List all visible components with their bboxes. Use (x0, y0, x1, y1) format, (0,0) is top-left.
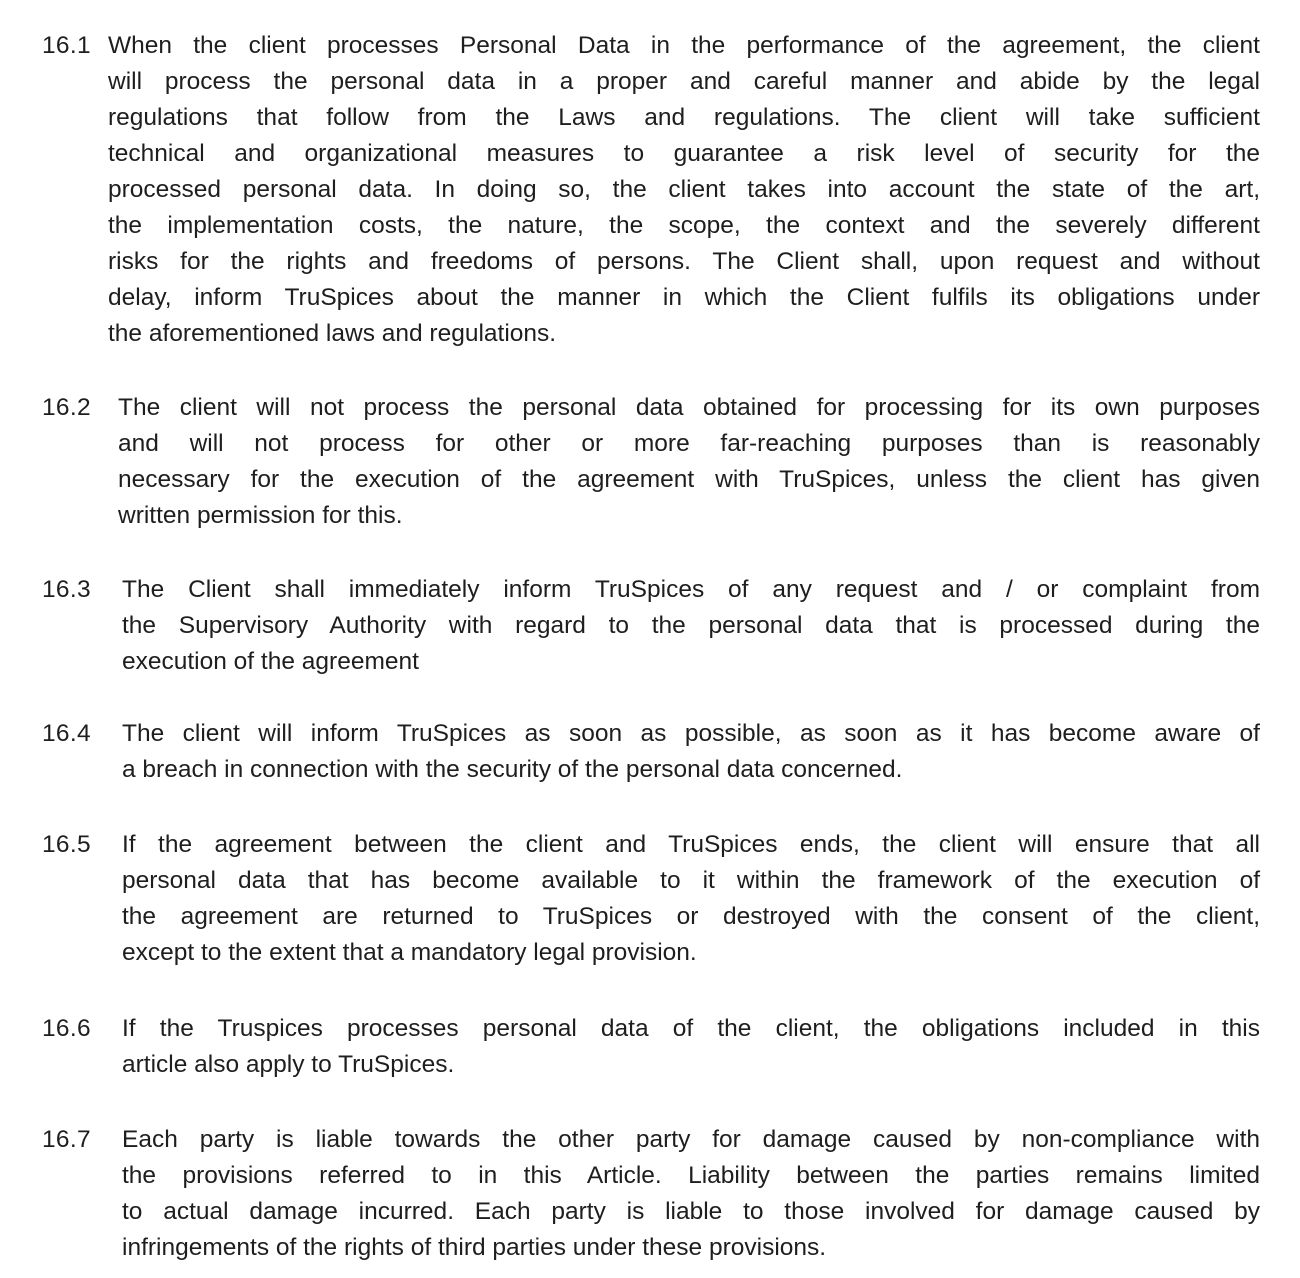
clause-line: processed personal data. In doing so, the client takes into account the state of the art, (108, 176, 1260, 203)
clause-text (122, 827, 1260, 971)
clause-line: The client will not process the personal data obtained for processing for its own purposes (118, 394, 1260, 421)
clause-number: 16.7 (42, 1126, 91, 1153)
clause-line: infringements of the rights of third parties under these provisions. (122, 1234, 827, 1261)
clause-number: 16.3 (42, 576, 91, 603)
clause-line: The client will inform TruSpices as soon as possible, as soon as it has become aware of (122, 720, 1260, 747)
clause-number: 16.6 (42, 1015, 91, 1042)
clause-line: When the client processes Personal Data in the performance of the agreement, the client (108, 32, 1260, 59)
clause-number: 16.2 (42, 394, 91, 421)
clause-line: The Client shall immediately inform TruSpices of any request and / or complaint from (122, 576, 1260, 603)
clause-line: the aforementioned laws and regulations. (108, 320, 557, 347)
clause-line: regulations that follow from the Laws and regulations. The client will take sufficient (108, 104, 1260, 131)
clause-number: 16.1 (42, 32, 91, 59)
clause-line: If the Truspices processes personal data of the client, the obligations included in this (122, 1015, 1260, 1042)
clause-line: personal data that has become available to it within the framework of the execution of (122, 867, 1260, 894)
clause-text (122, 1122, 1260, 1266)
clause-line: risks for the rights and freedoms of persons. The Client shall, upon request and without (108, 248, 1260, 275)
clause-line: If the agreement between the client and TruSpices ends, the client will ensure that all (122, 831, 1260, 858)
clause-line: execution of the agreement (122, 648, 419, 675)
clause-number: 16.5 (42, 831, 91, 858)
clause-line: article also apply to TruSpices. (122, 1051, 455, 1078)
clause-line: written permission for this. (118, 502, 403, 529)
clause-line: the agreement are returned to TruSpices or destroyed with the consent of the client, (122, 903, 1260, 930)
clause-line: technical and organizational measures to guarantee a risk level of security for the (108, 140, 1260, 167)
clause-line: necessary for the execution of the agreement with TruSpices, unless the client has given (118, 466, 1260, 493)
clause-line: the provisions referred to in this Article. Liability between the parties remains limited (122, 1162, 1260, 1189)
clause-line: to actual damage incurred. Each party is liable to those involved for damage caused by (122, 1198, 1260, 1225)
clause-text (122, 572, 1260, 680)
clause-line: except to the extent that a mandatory legal provision. (122, 939, 697, 966)
clause-text (122, 716, 1260, 788)
clause-line: the implementation costs, the nature, the scope, the context and the severely different (108, 212, 1260, 239)
clause-line: delay, inform TruSpices about the manner in which the Client fulfils its obligations under (108, 284, 1260, 311)
clause-line: and will not process for other or more far-reaching purposes than is reasonably (118, 430, 1260, 457)
clause-text (108, 28, 1260, 352)
clause-line: the Supervisory Authority with regard to the personal data that is processed during the (122, 612, 1260, 639)
clause-line: a breach in connection with the security of the personal data concerned. (122, 756, 903, 783)
clause-text (118, 390, 1260, 534)
clause-line: Each party is liable towards the other party for damage caused by non-compliance with (122, 1126, 1260, 1153)
clause-text (122, 1011, 1260, 1083)
clause-line: will process the personal data in a proper and careful manner and abide by the legal (108, 68, 1260, 95)
clause-number: 16.4 (42, 720, 91, 747)
